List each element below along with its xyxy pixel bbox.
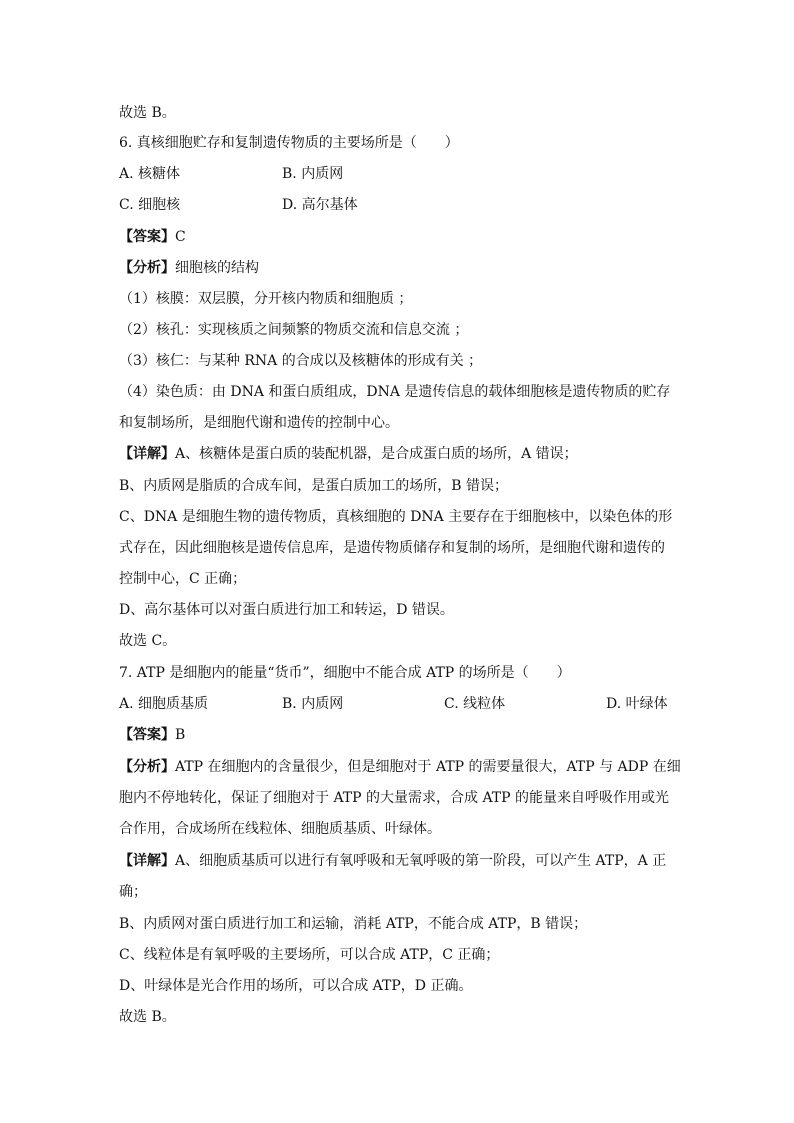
detail-tag: 【详解】 bbox=[119, 446, 175, 462]
q7-analysis-first bbox=[119, 757, 681, 777]
detail-text: A、细胞质基质可以进行有氧呼吸和无氧呼吸的第一阶段，可以产生 ATP，A 正 bbox=[175, 853, 667, 869]
q6-analysis-line: （1）核膜：双层膜，分开核内物质和细胞质 ； bbox=[119, 291, 413, 307]
q7-option-b: B. 内质网 bbox=[282, 696, 344, 712]
detail-tag: 【详解】 bbox=[119, 853, 175, 869]
q6-detail-line: B、内质网是脂质的合成车间，是蛋白质加工的场所，B 错误； bbox=[119, 478, 509, 494]
q7-analysis-line: 合作用，合成场所在线粒体、细胞质基质、叶绿体。 bbox=[119, 821, 441, 837]
q6-option-c: C. 细胞核 bbox=[119, 197, 181, 213]
q6-option-b: B. 内质网 bbox=[282, 166, 344, 182]
analysis-tag: 【分析】 bbox=[119, 759, 175, 775]
q6-detail-line: 控制中心，C 正确； bbox=[119, 571, 247, 587]
q7-detail-line: 确； bbox=[119, 884, 147, 900]
analysis-tag: 【分析】 bbox=[119, 260, 175, 276]
q6-analysis-line: 和复制场所，是细胞代谢和遗传的控制中心。 bbox=[119, 415, 399, 431]
q6-analysis-first bbox=[119, 258, 259, 278]
q7-detail-line: D、叶绿体是光合作用的场所，可以合成 ATP，D 正确。 bbox=[119, 978, 473, 994]
q6-stem: 6. 真核细胞贮存和复制遗传物质的主要场所是（ ） bbox=[119, 135, 459, 151]
q7-stem: 7. ATP 是细胞内的能量“货币”，细胞中不能合成 ATP 的场所是（ ） bbox=[119, 665, 571, 681]
q6-analysis-line: （2）核孔：实现核质之间频繁的物质交流和信息交流 ； bbox=[119, 322, 469, 338]
q7-option-c: C. 线粒体 bbox=[444, 696, 506, 712]
q6-option-a: A. 核糖体 bbox=[119, 166, 181, 182]
q6-detail-line: C、DNA 是细胞生物的遗传物质，真核细胞的 DNA 主要存在于细胞核中，以染色体的形 bbox=[119, 509, 673, 525]
q6-detail-line: 式存在，因此细胞核是遗传信息库，是遗传物质储存和复制的场所，是细胞代谢和遗传的 bbox=[119, 540, 665, 556]
answer-tag: 【答案】 bbox=[119, 727, 175, 743]
answer-value: B bbox=[175, 727, 186, 743]
analysis-text: ATP 在细胞内的含量很少，但是细胞对于 ATP 的需要量很大，ATP 与 ADP 在细 bbox=[175, 759, 681, 775]
q5-conclusion: 故选 B。 bbox=[119, 105, 176, 121]
q7-detail-line: C、线粒体是有氧呼吸的主要场所，可以合成 ATP，C 正确； bbox=[119, 947, 500, 963]
q7-answer bbox=[119, 725, 185, 745]
q7-analysis-line: 胞内不停地转化，保证了细胞对于 ATP 的大量需求，合成 ATP 的能量来自呼吸作用或光 bbox=[119, 790, 670, 806]
q6-option-d: D. 高尔基体 bbox=[282, 197, 358, 213]
q6-analysis-line: （3）核仁：与某种 RNA 的合成以及核糖体的形成有关 ； bbox=[119, 353, 483, 369]
analysis-text: 细胞核的结构 bbox=[175, 260, 259, 276]
q7-option-a: A. 细胞质基质 bbox=[119, 696, 209, 712]
answer-tag: 【答案】 bbox=[119, 229, 175, 245]
q6-answer bbox=[119, 227, 186, 247]
q7-conclusion: 故选 B。 bbox=[119, 1009, 176, 1025]
q7-option-d: D. 叶绿体 bbox=[606, 696, 668, 712]
q6-detail-first bbox=[119, 444, 578, 464]
detail-text: A、核糖体是蛋白质的装配机器，是合成蛋白质的场所，A 错误； bbox=[175, 446, 578, 462]
q6-analysis-line: （4）染色质：由 DNA 和蛋白质组成，DNA 是遗传信息的载体细胞核是遗传物质的贮存 bbox=[119, 384, 671, 400]
q7-detail-line: B、内质网对蛋白质进行加工和运输，消耗 ATP，不能合成 ATP，B 错误； bbox=[119, 916, 588, 932]
answer-value: C bbox=[175, 229, 186, 245]
q6-detail-line: D、高尔基体可以对蛋白质进行加工和转运，D 错误。 bbox=[119, 602, 454, 618]
q6-conclusion: 故选 C。 bbox=[119, 633, 177, 649]
q7-detail-first bbox=[119, 851, 666, 871]
